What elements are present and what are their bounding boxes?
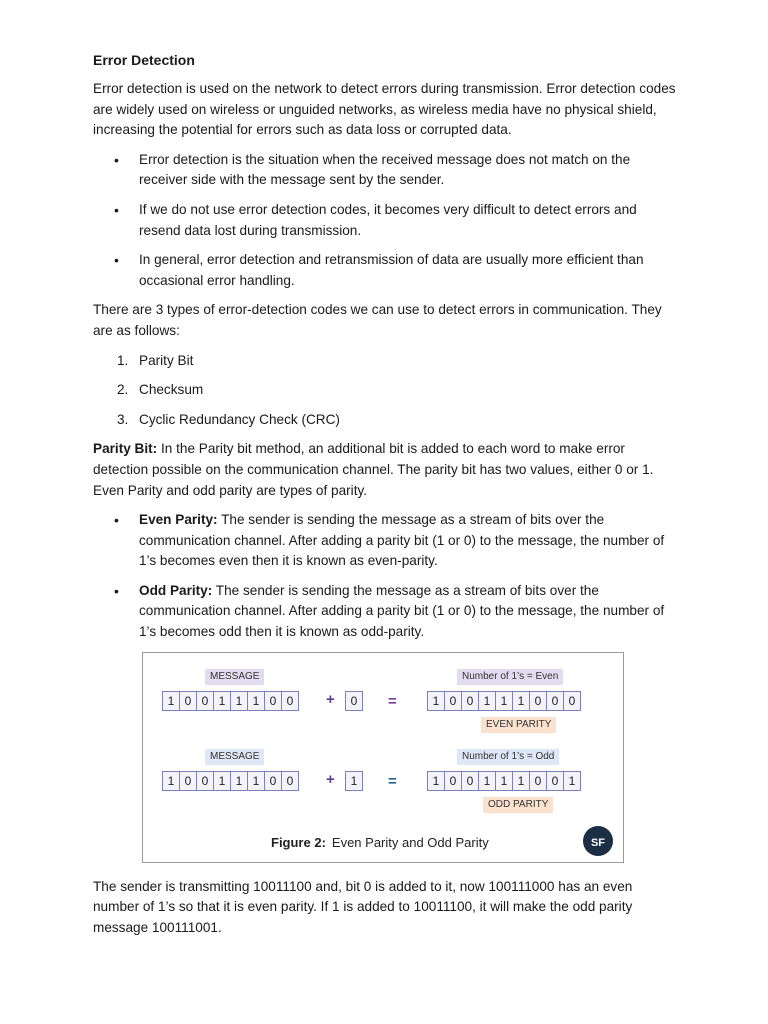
document-body: [93, 50, 678, 947]
odd-result-bits: [427, 771, 581, 791]
sf-logo-icon: SF: [583, 826, 613, 856]
bit-cell: 0: [350, 693, 358, 708]
even-message-bits: [162, 691, 299, 711]
bit-cell: 0: [547, 772, 564, 790]
parity-bit-term: Parity Bit:: [93, 441, 158, 457]
bit-cell: 0: [462, 692, 479, 710]
list-item: [93, 380, 678, 401]
bit-cell: 1: [214, 692, 231, 710]
bit-cell: 0: [530, 692, 547, 710]
odd-parity-term: Odd Parity:: [139, 582, 213, 598]
bullet-item: • If we do not use error detection codes, it becomes very difficult to detect errors and resend data lost during transmission.: [93, 200, 678, 241]
bit-cell: 1: [231, 692, 248, 710]
odd-parity-label: ODD PARITY: [483, 797, 553, 813]
bit-cell: 1: [248, 692, 265, 710]
intro-paragraph: Error detection is used on the network to detect errors during transmission. Error detection codes are widely used on wireless or unguided networks, as wireless media have no physical shield, increasing the potential for errors such as data loss or corrupted data.: [93, 81, 676, 138]
list-label: Cyclic Redundancy Check (CRC): [139, 411, 340, 427]
bit-cell: 0: [462, 772, 479, 790]
bit-cell: 1: [163, 692, 180, 710]
bit-cell: 1: [496, 692, 513, 710]
list-number: 1.: [117, 352, 129, 368]
odd-message-bits: [162, 771, 299, 791]
conclusion-paragraph: The sender is transmitting 10011100 and, bit 0 is added to it, now 100111000 has an even number of 1’s so that it is even parity. If 1 is added to 10011100, it will make the odd parity message 100111001.: [93, 878, 633, 935]
bit-cell: 1: [479, 772, 496, 790]
list-item: [93, 351, 678, 372]
bit-cell: 1: [428, 692, 445, 710]
even-result-bits: [427, 691, 581, 711]
bullet-item: • In general, error detection and retransmission of data are usually more efficient than occasional error handling.: [93, 250, 678, 291]
list-number: 3.: [117, 411, 129, 427]
even-parity-text: The sender is sending the message as a stream of bits over the communication channel. After adding a parity bit (1 or 0) to the message, the number of 1’s becomes even then it is known as even-parity.: [139, 512, 665, 569]
bit-cell: 1: [428, 772, 445, 790]
bit-cell: 0: [530, 772, 547, 790]
bit-cell: 0: [180, 692, 197, 710]
bit-cell: 0: [180, 772, 197, 790]
parity-type-item: [93, 510, 678, 572]
plus-sign: +: [326, 770, 335, 788]
caption-label: Figure 2:: [271, 834, 326, 850]
parity-bit-paragraph: [93, 439, 678, 501]
bit-cell: 1: [231, 772, 248, 790]
even-count-label: Number of 1’s = Even: [457, 669, 563, 685]
equals-sign: =: [388, 692, 397, 710]
even-parity-term: Even Parity:: [139, 512, 218, 528]
bit-cell: 0: [265, 692, 282, 710]
parity-bit-text: In the Parity bit method, an additional bit is added to each word to make error detection possible on the communication channel. The parity bit has two values, either 0 or 1. Even Parity and odd parity are types of parity.: [93, 441, 654, 498]
section-title: Error Detection: [93, 52, 195, 68]
error-detection-bullets: [93, 150, 678, 292]
bit-cell: 0: [286, 693, 294, 708]
bit-cell: 0: [265, 772, 282, 790]
odd-count-label: Number of 1’s = Odd: [457, 749, 559, 765]
bit-cell: 1: [568, 773, 576, 788]
list-label: Parity Bit: [139, 352, 194, 368]
bit-cell: 1: [513, 692, 530, 710]
bit-cell: 0: [197, 772, 214, 790]
bit-cell: 0: [197, 692, 214, 710]
even-parity-bit: [345, 691, 363, 711]
caption-text: Even Parity and Odd Parity: [331, 834, 489, 850]
bit-cell: 0: [547, 692, 564, 710]
bit-cell: 0: [445, 692, 462, 710]
bit-cell: 0: [286, 773, 294, 788]
parity-figure: [142, 652, 624, 863]
parity-types-list: [93, 510, 678, 643]
bullet-item: • Error detection is the situation when the received message does not match on the receiver side with the message sent by the sender.: [93, 150, 678, 191]
bit-cell: 0: [445, 772, 462, 790]
list-item: [93, 410, 678, 431]
odd-parity-text: The sender is sending the message as a stream of bits over the communication channel. After adding a parity bit (1 or 0) to the message, the number of 1’s becomes odd then it is known as odd-parity.: [139, 582, 665, 640]
types-intro-paragraph: There are 3 types of error-detection codes we can use to detect errors in communication. They are as follows:: [93, 302, 662, 338]
message-label: MESSAGE: [205, 749, 264, 765]
message-label: MESSAGE: [205, 669, 264, 685]
bit-cell: 1: [350, 773, 358, 788]
list-label: Checksum: [139, 382, 204, 398]
odd-parity-bit: [345, 771, 363, 791]
list-number: 2.: [117, 382, 129, 398]
bit-cell: 0: [568, 693, 576, 708]
equals-sign: =: [388, 772, 397, 790]
bit-cell: 1: [163, 772, 180, 790]
code-types-list: [93, 351, 678, 431]
even-parity-label: EVEN PARITY: [481, 717, 556, 733]
bit-cell: 1: [248, 772, 265, 790]
plus-sign: +: [326, 690, 335, 708]
bit-cell: 1: [496, 772, 513, 790]
figure-caption: [271, 833, 489, 854]
bit-cell: 1: [214, 772, 231, 790]
bit-cell: 1: [513, 772, 530, 790]
bit-cell: 1: [479, 692, 496, 710]
parity-type-item: [93, 581, 678, 643]
